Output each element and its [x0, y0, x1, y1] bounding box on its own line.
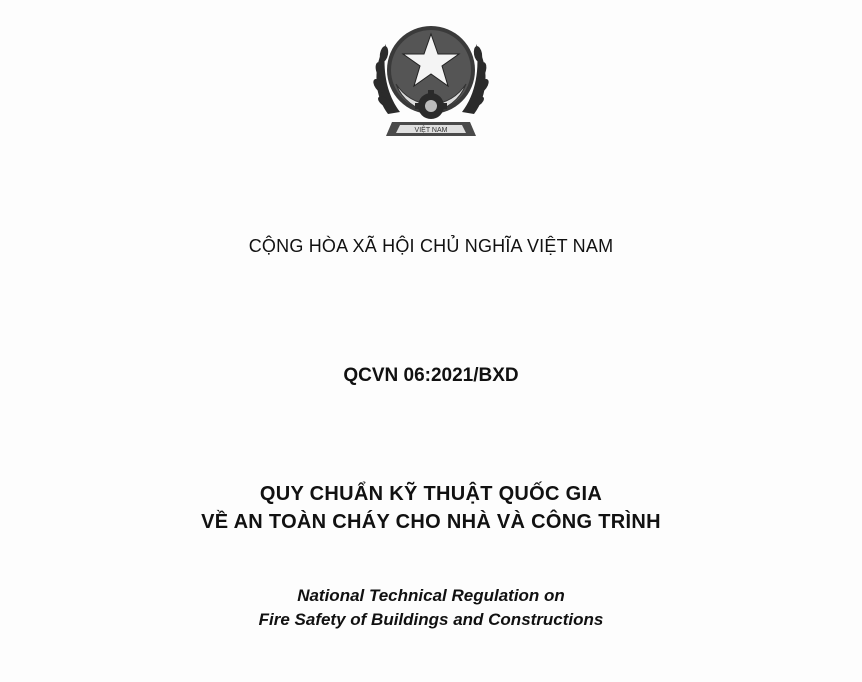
- country-name: CỘNG HÒA XÃ HỘI CHỦ NGHĨA VIỆT NAM: [248, 236, 614, 256]
- title-english: [0, 584, 862, 632]
- title-vietnamese: [0, 480, 862, 536]
- regulation-code: QCVN 06:2021/BXD: [343, 365, 519, 386]
- emblem-ribbon-text: VIỆT NAM: [414, 127, 448, 134]
- title-vietnamese-line-2: VỀ AN TOÀN CHÁY CHO NHÀ VÀ CÔNG TRÌNH: [201, 511, 661, 533]
- title-english-line-2: Fire Safety of Buildings and Constructions: [258, 610, 604, 629]
- national-emblem-icon: [366, 14, 496, 146]
- title-vietnamese-line-1: QUY CHUẨN KỸ THUẬT QUỐC GIA: [259, 483, 603, 505]
- title-english-line-1: National Technical Regulation on: [297, 586, 565, 605]
